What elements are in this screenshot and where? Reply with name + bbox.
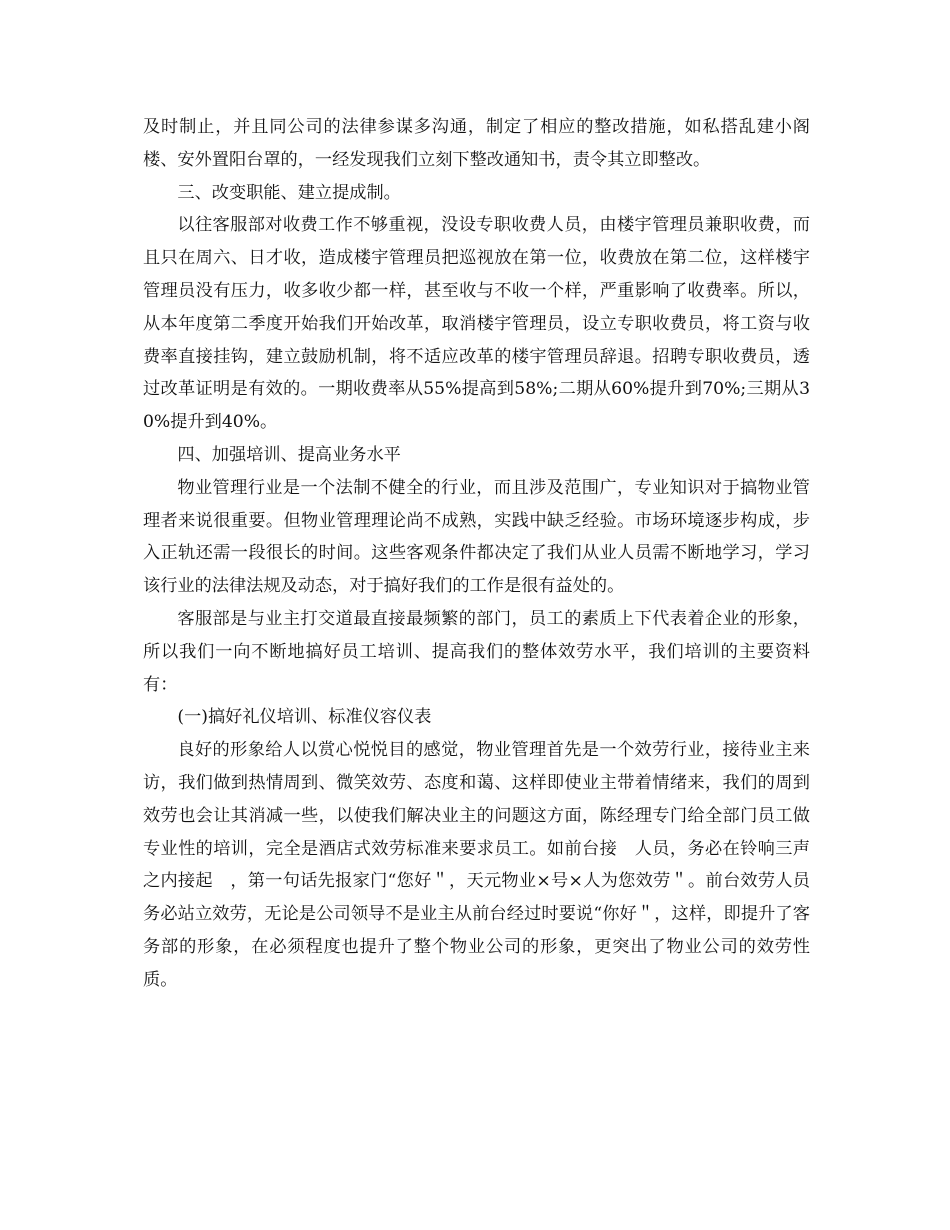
paragraph-industry-training: 物业管理行业是一个法制不健全的行业，而且涉及范围广，专业知识对于搞物业管理者来说很重要。但物业管理理论尚不成熟，实践中缺乏经验。市场环境逐步构成，步入正轨还需一段很长的时间。这些客观条件都决定了我们从业人员需不断地学习，学习该行业的法律法规及动态，对于搞好我们的工作是很有益处的。 [143, 477, 810, 597]
heading-section-four: 四、加强培训、提高业务水平 [177, 444, 401, 465]
paragraph-rectification: 及时制止，并且同公司的法律参谋多沟通，制定了相应的整改措施，如私搭乱建小阁楼、安外置阳台罩的，一经发现我们立刻下整改通知书，责令其立即整改。 [143, 117, 810, 170]
heading-etiquette-training: (一)搞好礼仪培训、标准仪容仪表 [177, 707, 432, 728]
heading-section-three: 三、改变职能、建立提成制。 [177, 182, 401, 203]
paragraph-etiquette-details: 良好的形象给人以赏心悦悦目的感觉，物业管理首先是一个效劳行业，接待业主来访，我们做到热情周到、微笑效劳、态度和蔼、这样即使业主带着情绪来，我们的周到效劳也会让其消减一些，以使我们解决业主的问题这方面，陈经理专门给全部门员工做专业性的培训，完全是酒店式效劳标准来要求员工。如前台接 人员，务必在铃响三声之内接起 ，第一句话先报家门“您好＂，天元物业×号×人为您效劳＂。前台效劳人员务必站立效劳，无论是公司领导不是业主从前台经过时要说“你好＂，这样，即提升了客务部的形象，在必须程度也提升了整个物业公司的形象，更突出了物业公司的效劳性质。 [143, 740, 810, 990]
paragraph-customer-service: 客服部是与业主打交道最直接最频繁的部门，员工的素质上下代表着企业的形象，所以我们一向不断地搞好员工培训、提高我们的整体效劳水平，我们培训的主要资料有： [143, 608, 810, 695]
paragraph-fee-reform: 以往客服部对收费工作不够重视，没设专职收费人员，由楼宇管理员兼职收费，而且只在周六、日才收，造成楼宇管理员把巡视放在第一位，收费放在第二位，这样楼宇管理员没有压力，收多收少都一样，甚至收与不收一个样，严重影响了收费率。所以，从本年度第二季度开始我们开始改革，取消楼宇管理员，设立专职收费员，将工资与收费率直接挂钩，建立鼓励机制，将不适应改革的楼宇管理员辞退。招聘专职收费员，透过改革证明是有效的。一期收费率从55%提高到58%;二期从60%提升到70%;三期从30%提升到40%。 [143, 215, 810, 433]
document-body [143, 111, 810, 997]
